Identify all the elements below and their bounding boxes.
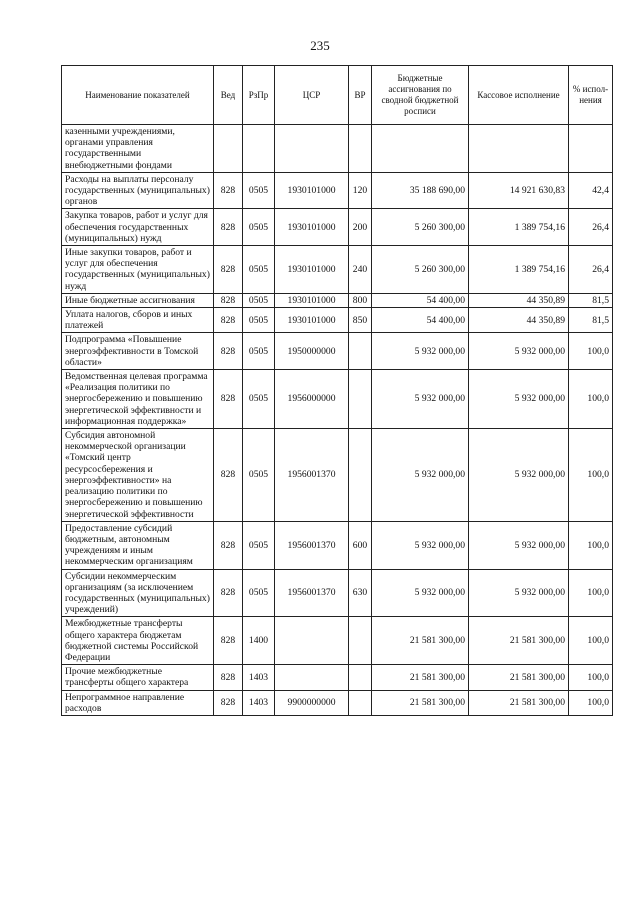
cell-vr	[349, 429, 372, 522]
cell-cash-execution: 21 581 300,00	[469, 665, 569, 690]
cell-csr: 9900000000	[275, 690, 349, 715]
cell-vr	[349, 690, 372, 715]
cell-cash-execution: 21 581 300,00	[469, 690, 569, 715]
cell-percent: 100,0	[569, 521, 613, 569]
table-row	[62, 209, 613, 246]
cell-ved: 828	[214, 617, 243, 665]
cell-ved	[214, 125, 243, 173]
cell-name: Межбюджетные трансферты общего характера бюджетам бюджетной системы Российской Федерации	[62, 617, 214, 665]
cell-assignments: 54 400,00	[372, 308, 469, 333]
cell-percent: 100,0	[569, 429, 613, 522]
cell-ved: 828	[214, 293, 243, 307]
cell-rzpr: 0505	[243, 370, 275, 429]
cell-percent: 42,4	[569, 172, 613, 209]
cell-csr: 1956001370	[275, 429, 349, 522]
cell-percent: 100,0	[569, 569, 613, 617]
cell-rzpr: 1403	[243, 690, 275, 715]
cell-vr: 600	[349, 521, 372, 569]
cell-csr: 1950000000	[275, 333, 349, 370]
cell-vr: 800	[349, 293, 372, 307]
cell-assignments: 54 400,00	[372, 293, 469, 307]
cell-rzpr: 0505	[243, 172, 275, 209]
header-rzpr: РзПр	[243, 66, 275, 125]
cell-percent: 100,0	[569, 690, 613, 715]
cell-csr: 1930101000	[275, 293, 349, 307]
cell-name: Иные бюджетные ассигнования	[62, 293, 214, 307]
table-row	[62, 308, 613, 333]
cell-ved: 828	[214, 333, 243, 370]
table-row	[62, 172, 613, 209]
cell-percent: 100,0	[569, 665, 613, 690]
header-row	[62, 66, 613, 125]
cell-cash-execution: 1 389 754,16	[469, 209, 569, 246]
cell-vr	[349, 665, 372, 690]
cell-csr	[275, 617, 349, 665]
header-name: Наименование показателей	[62, 66, 214, 125]
page-number: 235	[310, 38, 330, 53]
cell-vr: 240	[349, 246, 372, 294]
cell-cash-execution: 5 932 000,00	[469, 521, 569, 569]
cell-assignments: 5 932 000,00	[372, 521, 469, 569]
cell-cash-execution: 44 350,89	[469, 308, 569, 333]
cell-percent: 81,5	[569, 293, 613, 307]
cell-name: Ведомственная целевая программа «Реализация политики по энергосбережению и повышению энергетической эффективности и информационная поддержка»	[62, 370, 214, 429]
cell-vr: 630	[349, 569, 372, 617]
cell-rzpr: 0505	[243, 308, 275, 333]
cell-vr	[349, 370, 372, 429]
cell-assignments: 5 932 000,00	[372, 429, 469, 522]
table-row	[62, 617, 613, 665]
cell-csr: 1930101000	[275, 209, 349, 246]
cell-name: Закупка товаров, работ и услуг для обеспечения государственных (муниципальных) нужд	[62, 209, 214, 246]
header-assignments: Бюджетные ассигнования по сводной бюджетной росписи	[372, 66, 469, 125]
cell-assignments: 21 581 300,00	[372, 617, 469, 665]
cell-assignments	[372, 125, 469, 173]
cell-assignments: 5 932 000,00	[372, 569, 469, 617]
cell-assignments: 5 260 300,00	[372, 209, 469, 246]
cell-ved: 828	[214, 665, 243, 690]
cell-percent: 81,5	[569, 308, 613, 333]
cell-csr: 1930101000	[275, 172, 349, 209]
header-csr: ЦСР	[275, 66, 349, 125]
cell-vr: 120	[349, 172, 372, 209]
cell-assignments: 35 188 690,00	[372, 172, 469, 209]
table-row	[62, 429, 613, 522]
table-row	[62, 569, 613, 617]
table-row	[62, 293, 613, 307]
cell-ved: 828	[214, 690, 243, 715]
cell-rzpr: 1400	[243, 617, 275, 665]
cell-ved: 828	[214, 370, 243, 429]
table-row	[62, 125, 613, 173]
cell-csr: 1930101000	[275, 246, 349, 294]
cell-percent: 100,0	[569, 370, 613, 429]
cell-cash-execution: 44 350,89	[469, 293, 569, 307]
cell-assignments: 5 932 000,00	[372, 370, 469, 429]
cell-ved: 828	[214, 246, 243, 294]
cell-rzpr: 0505	[243, 333, 275, 370]
cell-vr: 850	[349, 308, 372, 333]
cell-name: Уплата налогов, сборов и иных платежей	[62, 308, 214, 333]
cell-percent: 26,4	[569, 246, 613, 294]
table-row	[62, 690, 613, 715]
cell-name: Иные закупки товаров, работ и услуг для обеспечения государственных (муниципальных) нужд	[62, 246, 214, 294]
cell-cash-execution: 5 932 000,00	[469, 333, 569, 370]
cell-csr: 1956001370	[275, 569, 349, 617]
cell-name: Непрограммное направление расходов	[62, 690, 214, 715]
table-row	[62, 521, 613, 569]
cell-percent: 100,0	[569, 617, 613, 665]
cell-ved: 828	[214, 429, 243, 522]
cell-name: Подпрограмма «Повышение энергоэффективности в Томской области»	[62, 333, 214, 370]
cell-vr: 200	[349, 209, 372, 246]
cell-ved: 828	[214, 172, 243, 209]
cell-percent	[569, 125, 613, 173]
header-cash-execution: Кассовое исполнение	[469, 66, 569, 125]
cell-cash-execution: 1 389 754,16	[469, 246, 569, 294]
cell-rzpr: 0505	[243, 209, 275, 246]
cell-name: Прочие межбюджетные трансферты общего характера	[62, 665, 214, 690]
budget-table	[61, 65, 613, 716]
cell-csr: 1956001370	[275, 521, 349, 569]
cell-rzpr: 1403	[243, 665, 275, 690]
cell-vr	[349, 617, 372, 665]
cell-rzpr: 0505	[243, 569, 275, 617]
table-row	[62, 333, 613, 370]
cell-cash-execution	[469, 125, 569, 173]
header-ved: Вед	[214, 66, 243, 125]
table-row	[62, 246, 613, 294]
cell-percent: 26,4	[569, 209, 613, 246]
cell-rzpr	[243, 125, 275, 173]
cell-assignments: 5 932 000,00	[372, 333, 469, 370]
cell-cash-execution: 21 581 300,00	[469, 617, 569, 665]
cell-vr	[349, 125, 372, 173]
header-percent: % испол-нения	[569, 66, 613, 125]
cell-csr: 1956000000	[275, 370, 349, 429]
cell-ved: 828	[214, 521, 243, 569]
cell-rzpr: 0505	[243, 429, 275, 522]
cell-assignments: 5 260 300,00	[372, 246, 469, 294]
cell-cash-execution: 14 921 630,83	[469, 172, 569, 209]
cell-cash-execution: 5 932 000,00	[469, 370, 569, 429]
table-row	[62, 665, 613, 690]
cell-ved: 828	[214, 209, 243, 246]
cell-name: Субсидии некоммерческим организациям (за исключением государственных (муниципальных) учреждений)	[62, 569, 214, 617]
cell-cash-execution: 5 932 000,00	[469, 569, 569, 617]
cell-rzpr: 0505	[243, 521, 275, 569]
cell-vr	[349, 333, 372, 370]
cell-percent: 100,0	[569, 333, 613, 370]
cell-name: Предоставление субсидий бюджетным, автономным учреждениям и иным некоммерческим организациям	[62, 521, 214, 569]
cell-name: Субсидия автономной некоммерческой организации «Томский центр ресурсосбережения и энергоэффективности» на реализацию политики по энергосбережению и повышению энергетической эффективности	[62, 429, 214, 522]
cell-assignments: 21 581 300,00	[372, 665, 469, 690]
cell-assignments: 21 581 300,00	[372, 690, 469, 715]
cell-csr: 1930101000	[275, 308, 349, 333]
cell-cash-execution: 5 932 000,00	[469, 429, 569, 522]
cell-ved: 828	[214, 308, 243, 333]
cell-csr	[275, 125, 349, 173]
cell-rzpr: 0505	[243, 293, 275, 307]
cell-name: Расходы на выплаты персоналу государственных (муниципальных) органов	[62, 172, 214, 209]
table-row	[62, 370, 613, 429]
cell-rzpr: 0505	[243, 246, 275, 294]
cell-name: казенными учреждениями, органами управления государственными внебюджетными фондами	[62, 125, 214, 173]
cell-csr	[275, 665, 349, 690]
header-vr: ВР	[349, 66, 372, 125]
cell-ved: 828	[214, 569, 243, 617]
